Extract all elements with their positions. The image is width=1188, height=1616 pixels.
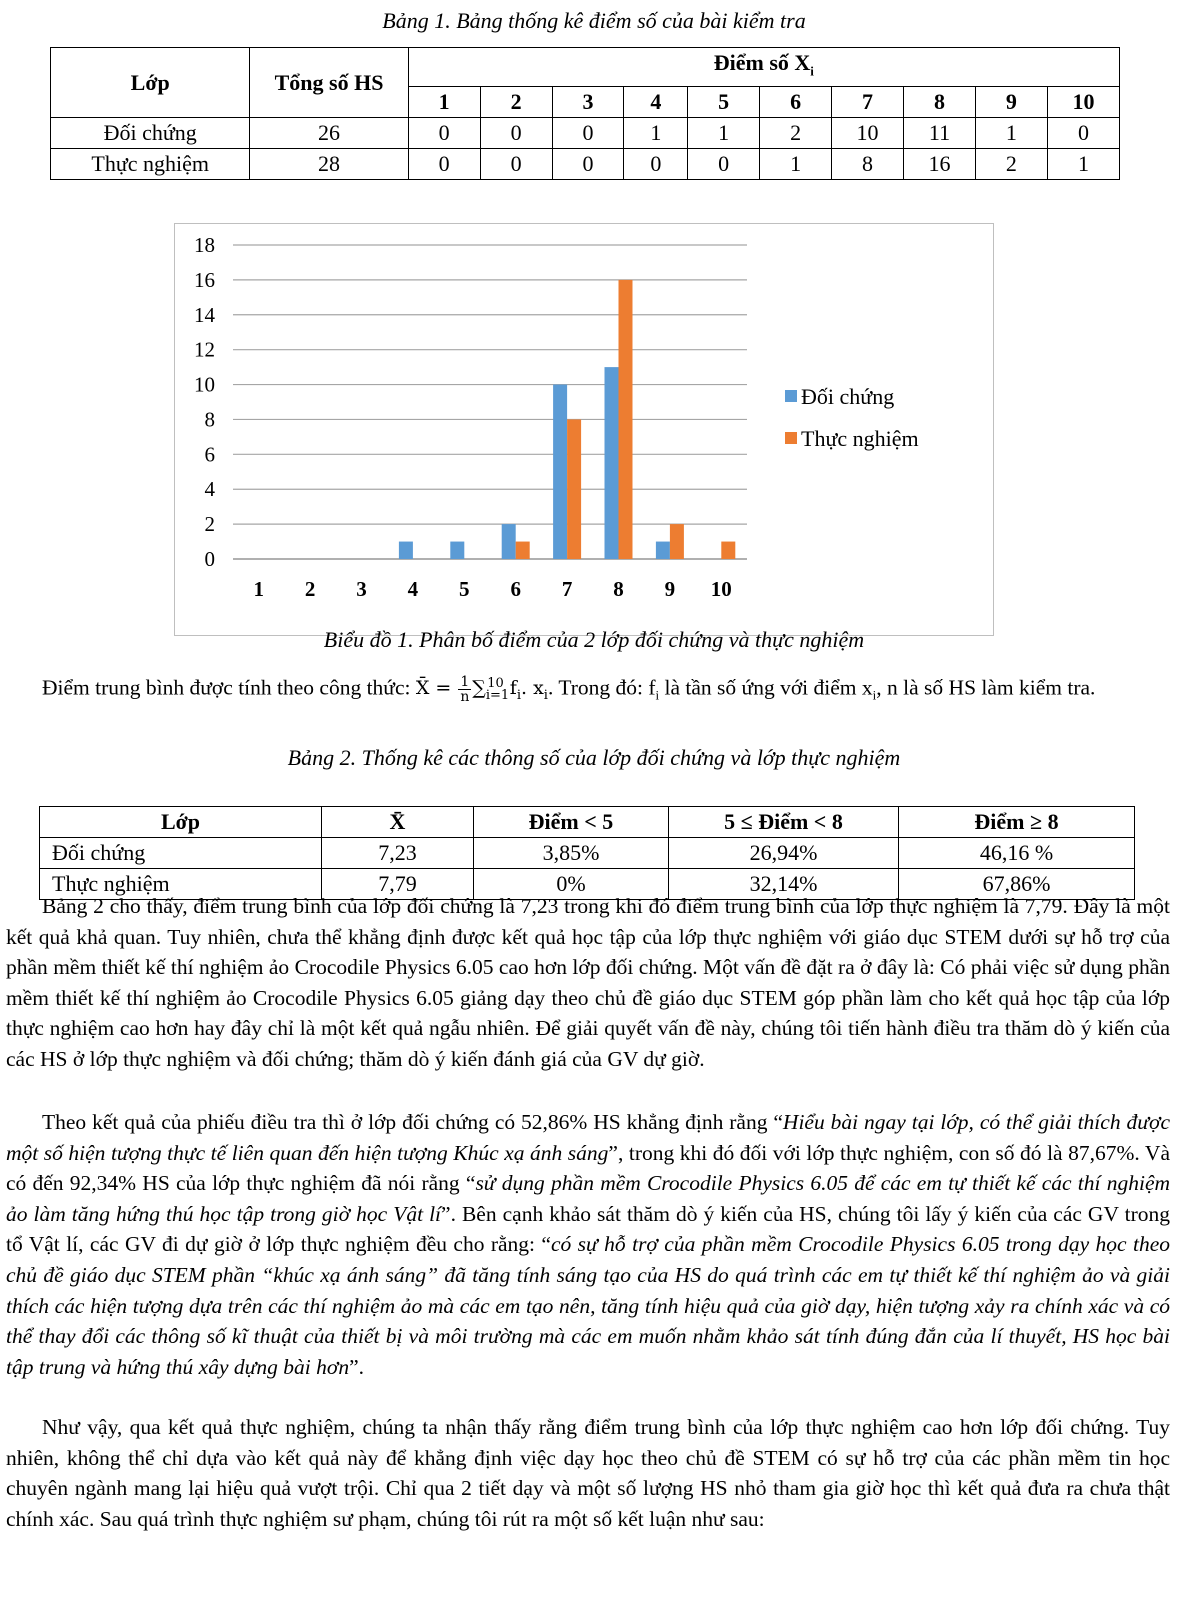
x-tick-label: 1 bbox=[253, 577, 264, 601]
score-distribution-chart bbox=[174, 223, 994, 636]
score-count-cell: 2 bbox=[975, 149, 1047, 180]
paragraph-2: Theo kết quả của phiếu điều tra thì ở lớp đối chứng có 52,86% HS khẳng định rằng “Hiểu bài ngay tại lớp, có thể giải thích được một số hiện tượng thực tế liên quan đến hiện tượng Khúc xạ ánh sáng”, trong khi đó đối với lớp thực nghiệm, con số đó là 87,67%. Và có đến 92,34% HS của lớp thực nghiệm đã nói rằng “sử dụng phần mềm Crocodile Physics 6.05 để các em tự thiết kế các thí nghiệm ảo làm tăng hứng thú học tập trong giờ học Vật lí”. Bên cạnh khảo sát thăm dò ý kiến của HS, chúng tôi lấy ý kiến của các GV trong tổ Vật lí, các GV đi dự giờ ở lớp thực nghiệm đều cho rằng: “có sự hỗ trợ của phần mềm Crocodile Physics 6.05 trong dạy học theo chủ đề giáo dục STEM phần “khúc xạ ánh sáng” đã tăng tính sáng tạo của HS do quá trình các em tự thiết kế thí nghiệm ảo và giải thích các hiện tượng dựa trên các thí nghiệm ảo mà các em tạo nên, tăng tính hiệu quả của giờ dạy, hiện tượng xảy ra chính xác và có thể thay đổi các thông số kĩ thuật của thiết bị và môi trường mà các em muốn nhằm khảo sát tính đúng đắn của lí thuyết, HS học bài tập trung và hứng thú xây dựng bài hơn”. bbox=[6, 1110, 1171, 1379]
legend-swatch bbox=[785, 432, 797, 444]
score-count-cell: 1 bbox=[624, 118, 688, 149]
x-tick-label: 8 bbox=[613, 577, 624, 601]
bar-experimental bbox=[619, 280, 633, 559]
score-count-cell: 0 bbox=[480, 118, 552, 149]
legend-label: Thực nghiệm bbox=[801, 426, 919, 451]
bar-experimental bbox=[516, 542, 530, 559]
stat-cell: 0% bbox=[474, 869, 669, 900]
score-header: 1 bbox=[408, 87, 480, 118]
y-tick-label: 14 bbox=[194, 302, 215, 327]
score-count-cell: 1 bbox=[1047, 149, 1119, 180]
bar-experimental bbox=[721, 542, 735, 559]
x-tick-label: 2 bbox=[304, 577, 316, 601]
x-tick-label: 7 bbox=[561, 577, 573, 601]
bar-control bbox=[450, 542, 464, 559]
row-class-label: Đối chứng bbox=[51, 118, 250, 149]
y-tick-label: 2 bbox=[204, 512, 215, 537]
y-tick-label: 8 bbox=[204, 407, 215, 432]
score-header: 7 bbox=[832, 87, 904, 118]
row-class-label: Thực nghiệm bbox=[40, 869, 322, 900]
bar-control bbox=[399, 542, 413, 559]
x-tick-label: 6 bbox=[510, 577, 521, 601]
row-class-label: Đối chứng bbox=[40, 838, 322, 869]
table2-caption: Bảng 2. Thống kê các thông số của lớp đối chứng và lớp thực nghiệm bbox=[287, 745, 901, 770]
row-total: 26 bbox=[250, 118, 408, 149]
y-tick-label: 18 bbox=[194, 233, 215, 257]
score-count-cell: 0 bbox=[552, 149, 624, 180]
y-tick-label: 4 bbox=[204, 477, 215, 502]
chart-svg bbox=[175, 224, 995, 637]
score-count-cell: 11 bbox=[904, 118, 976, 149]
legend-swatch bbox=[785, 390, 797, 402]
bar-control bbox=[502, 524, 516, 559]
score-header: 9 bbox=[975, 87, 1047, 118]
row-total: 28 bbox=[250, 149, 408, 180]
score-count-cell: 2 bbox=[760, 118, 832, 149]
score-count-cell: 0 bbox=[688, 149, 760, 180]
score-count-cell: 0 bbox=[480, 149, 552, 180]
y-tick-label: 12 bbox=[194, 337, 215, 362]
x-tick-label: 5 bbox=[459, 577, 470, 601]
y-tick-label: 16 bbox=[194, 267, 215, 292]
score-count-cell: 1 bbox=[688, 118, 760, 149]
table2-header: Lớp bbox=[40, 807, 322, 838]
table-row bbox=[40, 838, 1135, 869]
row-class-label: Thực nghiệm bbox=[51, 149, 250, 180]
table2-header: X̄ bbox=[322, 807, 474, 838]
table2-header: Điểm < 5 bbox=[474, 807, 669, 838]
score-count-cell: 16 bbox=[904, 149, 976, 180]
table2-header: 5 ≤ Điểm < 8 bbox=[669, 807, 899, 838]
table2-header: Điểm ≥ 8 bbox=[899, 807, 1135, 838]
score-count-cell: 1 bbox=[975, 118, 1047, 149]
paragraph-1: Bảng 2 cho thấy, điểm trung bình của lớp đối chứng là 7,23 trong khi đó điểm trung bình của lớp thực nghiệm là 7,79. Đây là một kết quả khả quan. Tuy nhiên, chưa thể khẳng định được kết quả học tập của lớp thực nghiệm với giáo dục STEM dưới sự hỗ trợ của phần mềm thiết kế thí nghiệm ảo Crocodile Physics 6.05 cao hơn lớp đối chứng. Một vấn đề đặt ra ở đây là: Có phải việc sử dụng phần mềm thiết kế thí nghiệm ảo Crocodile Physics 6.05 giảng dạy theo chủ đề giáo dục STEM góp phần làm cho kết quả học tập của lớp thực nghiệm cao hơn hay đây chỉ là một kết quả ngẫu nhiên. Để giải quyết vấn đề này, chúng tôi tiến hành điều tra thăm dò ý kiến của các HS ở lớp thực nghiệm và đối chứng; thăm dò ý kiến đánh giá của GV dự giờ. bbox=[6, 894, 1170, 1071]
stat-cell: 67,86% bbox=[899, 869, 1135, 900]
legend-label: Đối chứng bbox=[801, 384, 895, 409]
x-tick-label: 10 bbox=[710, 577, 732, 601]
header-class: Lớp bbox=[51, 48, 250, 118]
bar-experimental bbox=[567, 419, 581, 559]
formula-paragraph: Điểm trung bình được tính theo công thức: X̄ = $\frac{1}{n}$ $\sum_{i=1}^{10}$ $f_i$. $x_i$. Trong đó: $f_i$ là tần số ứng với điểm $x_i$, n là số HS làm kiểm tra. bbox=[42, 673, 1096, 705]
score-count-cell: 0 bbox=[408, 149, 480, 180]
stat-cell: 46,16 % bbox=[899, 838, 1135, 869]
y-tick-label: 0 bbox=[204, 547, 215, 571]
score-count-cell: 10 bbox=[832, 118, 904, 149]
paragraph-3: Như vậy, qua kết quả thực nghiệm, chúng ta nhận thấy rằng điểm trung bình của lớp thực nghiệm cao hơn lớp đối chứng. Tuy nhiên, không thể chỉ dựa vào kết quả này để khẳng định việc dạy học theo chủ đề STEM có sự hỗ trợ của các phần mềm tin học chuyên ngành mang lại hiệu quả vượt trội. Chỉ qua 2 tiết dạy và một số lượng HS nhỏ tham gia giờ học thì kết quả đưa ra chưa thật chính xác. Sau quá trình thực nghiệm sư phạm, chúng tôi rút ra một số kết luận như sau: bbox=[6, 1415, 1170, 1531]
stat-cell: 7,79 bbox=[322, 869, 474, 900]
bar-control bbox=[553, 385, 567, 559]
x-tick-label: 9 bbox=[664, 577, 676, 601]
bar-experimental bbox=[670, 524, 684, 559]
score-header: 5 bbox=[688, 87, 760, 118]
x-tick-label: 3 bbox=[356, 577, 367, 601]
table-row bbox=[51, 118, 1120, 149]
score-count-cell: 1 bbox=[760, 149, 832, 180]
score-count-cell: 0 bbox=[408, 118, 480, 149]
header-scores: Điểm số $X_i$ bbox=[408, 48, 1119, 87]
score-statistics-table bbox=[50, 47, 1120, 180]
stat-cell: 7,23 bbox=[322, 838, 474, 869]
score-count-cell: 0 bbox=[624, 149, 688, 180]
score-header: 2 bbox=[480, 87, 552, 118]
stat-cell: 32,14% bbox=[669, 869, 899, 900]
stat-cell: 3,85% bbox=[474, 838, 669, 869]
score-header: 4 bbox=[624, 87, 688, 118]
bar-control bbox=[656, 542, 670, 559]
table1-caption: Bảng 1. Bảng thống kê điểm số của bài kiểm tra bbox=[382, 8, 806, 33]
score-header: 8 bbox=[904, 87, 976, 118]
chart-caption: Biểu đồ 1. Phân bố điểm của 2 lớp đối chứng và thực nghiệm bbox=[323, 627, 865, 652]
score-header: 6 bbox=[760, 87, 832, 118]
y-tick-label: 6 bbox=[204, 442, 215, 467]
y-tick-label: 10 bbox=[194, 372, 215, 397]
score-count-cell: 8 bbox=[832, 149, 904, 180]
score-count-cell: 0 bbox=[1047, 118, 1119, 149]
header-total: Tổng số HS bbox=[250, 48, 408, 118]
score-header: 3 bbox=[552, 87, 624, 118]
stat-cell: 26,94% bbox=[669, 838, 899, 869]
bar-control bbox=[605, 367, 619, 559]
parameters-table bbox=[39, 806, 1135, 900]
score-count-cell: 0 bbox=[552, 118, 624, 149]
score-header: 10 bbox=[1047, 87, 1119, 118]
table-row bbox=[51, 149, 1120, 180]
x-tick-label: 4 bbox=[407, 577, 419, 601]
